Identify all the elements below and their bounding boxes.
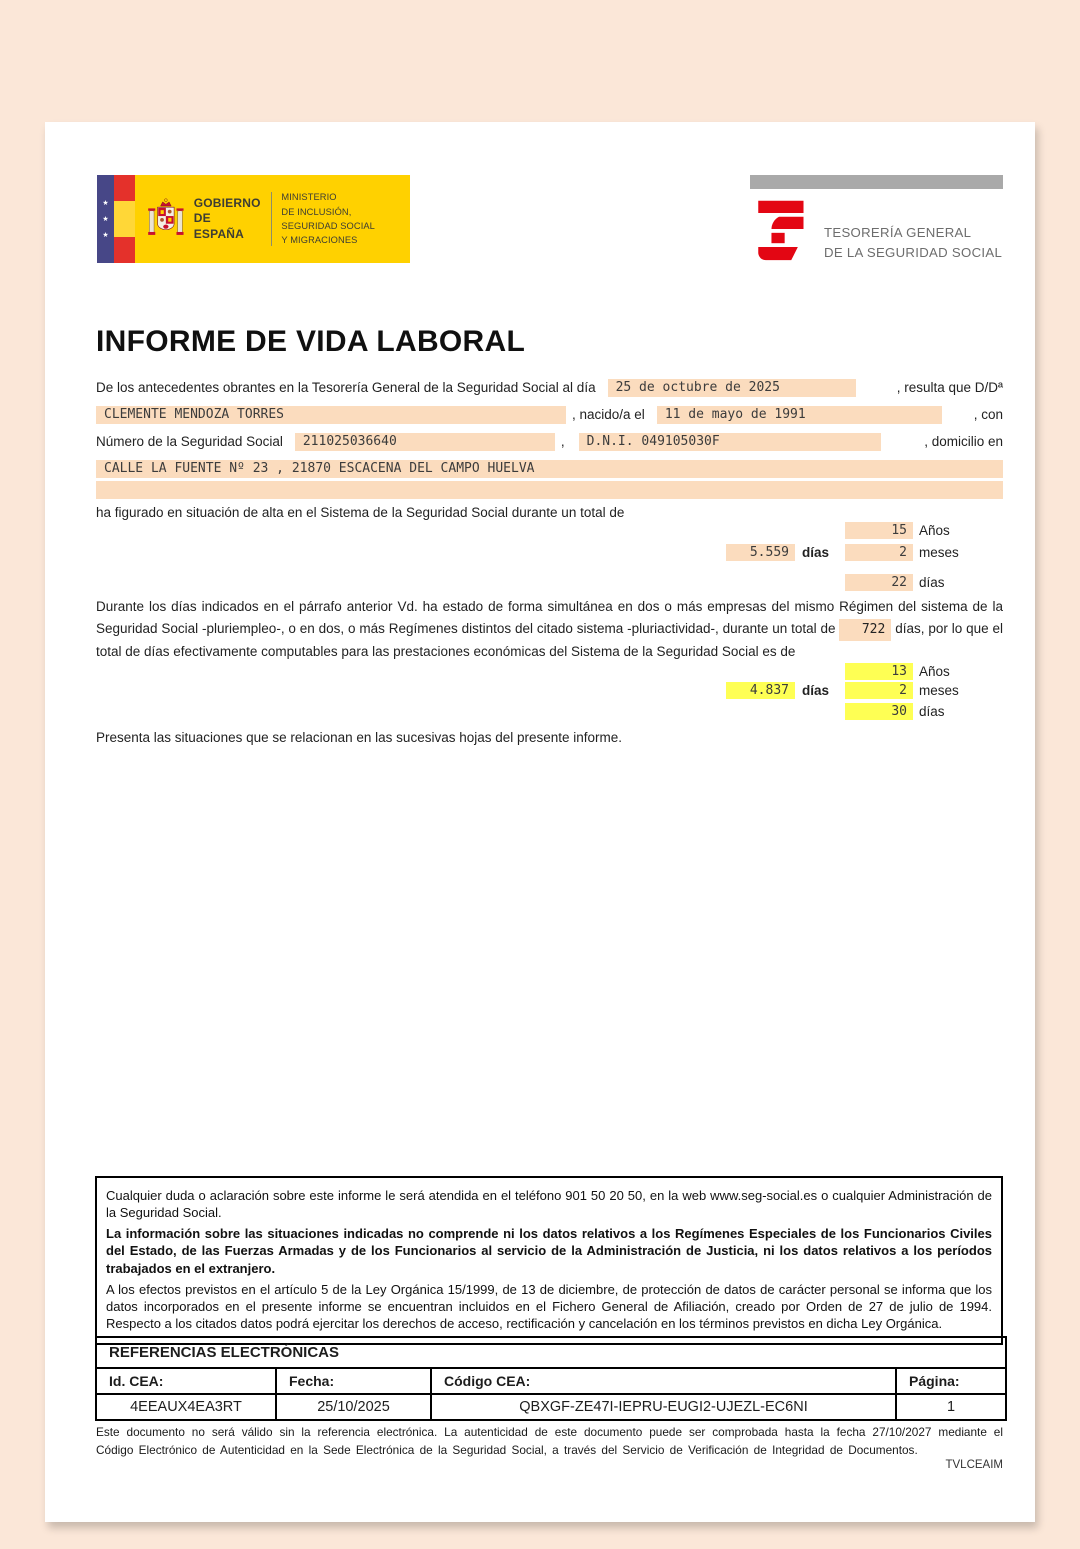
flag-red-band: [114, 237, 135, 263]
ssn-field: 211025036640: [295, 433, 555, 451]
intro-row-2: [96, 406, 1003, 433]
ministry-line1: MINISTERIO: [281, 192, 337, 203]
computable-total-days-label: días: [802, 683, 830, 698]
intro-comma: ,: [560, 434, 565, 449]
pluriactividad-paragraph: [96, 596, 1003, 663]
intro-section: [96, 379, 1003, 502]
report-date-field: 25 de octubre de 2025: [608, 379, 856, 397]
refs-value-codigo-cea: QBXGF-ZE47I-IEPRU-EUGI2-UJEZL-EC6NI: [431, 1394, 896, 1420]
alta-totals: [96, 522, 1003, 597]
refs-value-pagina: 1: [896, 1394, 1006, 1420]
alta-days-label: días: [919, 575, 945, 590]
tgss-label: [824, 223, 1002, 263]
alta-days-value: 22: [845, 574, 913, 591]
refs-value-fecha: 25/10/2025: [276, 1394, 431, 1420]
ministry-line3: Y MIGRACIONES: [281, 235, 358, 246]
eu-blue-stripe: [97, 175, 114, 263]
intro-text-1a: De los antecedentes obrantes en la Tesorería General de la Seguridad Social al día: [96, 380, 596, 395]
refs-header-pagina: Página:: [896, 1368, 1006, 1394]
person-name-field: CLEMENTE MENDOZA TORRES: [96, 406, 566, 424]
intro-text-1b: , resulta que D/Dª: [896, 380, 1003, 395]
alta-years-label: Años: [919, 523, 950, 538]
address-field: CALLE LA FUENTE Nº 23 , 21870 ESCACENA DEL CAMPO HUELVA: [96, 460, 1003, 478]
spain-flag-stripe: [114, 175, 135, 263]
flag-red-band: [114, 175, 135, 201]
gobierno-line2: DE ESPAÑA: [193, 211, 245, 241]
alta-years-value: 15: [845, 522, 913, 539]
alta-months-label: meses: [919, 545, 959, 560]
refs-header-id-cea: Id. CEA:: [96, 1368, 276, 1394]
notice-paragraph-3: A los efectos previstos en el artículo 5 de la Ley Orgánica 15/1999, de 13 de diciembre, de protección de datos de carácter personal se informa que los datos incorporados en el presente informe se encuentran incluidos en el Fichero General de Afiliación, creado por Orden de 27 de julio de 1994. Respecto a los citados datos podrá ejercitar los derechos de acceso, rectificación y cancelación en los términos previstos en dicha Ley Orgánica.: [106, 1281, 992, 1332]
coat-of-arms-icon: [147, 188, 185, 250]
refs-header-fecha: Fecha:: [276, 1368, 431, 1394]
refs-header-row: [96, 1368, 1006, 1394]
intro-row-5: [96, 481, 1003, 502]
alta-total-days-label: días: [802, 545, 830, 560]
intro-text-2a: , nacido/a el: [572, 407, 645, 422]
legal-notice-box: [95, 1176, 1003, 1345]
computable-years-value: 13: [845, 663, 913, 680]
intro-row-4: [96, 460, 1003, 481]
alta-months-value: 2: [845, 544, 913, 561]
eu-star-icon: ★: [102, 215, 109, 223]
computable-days-value: 30: [845, 703, 913, 720]
birthdate-field: 11 de mayo de 1991: [657, 406, 942, 424]
intro-row-3: [96, 433, 1003, 460]
gobierno-yellow-panel: [135, 175, 410, 263]
refs-title: REFERENCIAS ELECTRÓNICAS: [96, 1337, 1006, 1368]
pluri-text-b: días, por lo que el total de días efectivamente computables para las prestaciones económicas del Sistema de la Seguridad Social es de: [96, 620, 1003, 659]
computable-months-label: meses: [919, 683, 959, 698]
flag-yellow-band: [114, 201, 135, 236]
intro-text-3c: , domicilio en: [924, 434, 1003, 449]
ssn-label: Número de la Seguridad Social: [96, 434, 283, 449]
pluri-text-a: Durante los días indicados en el párrafo anterior Vd. ha estado de forma simultánea en dos o más empresas del mismo Régimen del sistema de la Seguridad Social -pluriempleo-, o en dos, o más Regímenes distintos del citado sistema -pluriactividad-, durante un total de: [96, 599, 1003, 636]
refs-header-codigo-cea: Código CEA:: [431, 1368, 896, 1394]
alta-lead-text: ha figurado en situación de alta en el Sistema de la Seguridad Social durante un total de: [96, 505, 625, 520]
form-code: TVLCEAIM: [945, 1459, 1003, 1471]
refs-title-row: [96, 1337, 1006, 1368]
computable-days-label: días: [919, 704, 945, 719]
computable-years-label: Años: [919, 664, 950, 679]
page-title: INFORME DE VIDA LABORAL: [96, 325, 526, 358]
address-field-2: [96, 481, 1003, 499]
document-page: [45, 122, 1035, 1522]
computable-totals: [96, 660, 1003, 735]
notice-paragraph-1: Cualquier duda o aclaración sobre este informe le será atendida en el teléfono 901 50 20 50, en la web www.seg-social.es o cualquier Administración de la Seguridad Social.: [106, 1188, 992, 1221]
alta-total-days-value: 5.559: [726, 544, 795, 561]
gobierno-label: [194, 196, 261, 243]
eu-star-icon: ★: [102, 199, 109, 207]
electronic-references-table: [95, 1336, 1007, 1421]
tgss-line2: DE LA SEGURIDAD SOCIAL: [824, 244, 1003, 260]
pluri-days-value: 722: [839, 619, 891, 642]
validity-footnote: Este documento no será válido sin la referencia electrónica. La autenticidad de este documento puede ser comprobada hasta la fecha 27/10/2027 mediante el Código Electrónico de Autenticidad en la Sede Electrónica de la Seguridad Social, a través del Servicio de Verificación de Integridad de Documentos.: [96, 1425, 1003, 1457]
ministry-line2: DE INCLUSIÓN, SEGURIDAD SOCIAL: [281, 206, 375, 231]
intro-row-1: [96, 379, 1003, 406]
tgss-logo: [750, 175, 1003, 263]
dni-field: D.N.I. 049105030F: [579, 433, 881, 451]
refs-value-id-cea: 4EEAUX4EA3RT: [96, 1394, 276, 1420]
notice-paragraph-2: La información sobre las situaciones indicadas no comprende ni los datos relativos a los Regímenes Especiales de los Funcionarios Civiles del Estado, de las Fuerzas Armadas y de los Funcionarios al servicio de la Administración de Justicia, ni los datos relativos a los períodos trabajados en el extranjero.: [106, 1226, 992, 1276]
computable-months-value: 2: [845, 682, 913, 699]
computable-total-days-value: 4.837: [726, 682, 795, 699]
gobierno-de-espana-logo: [97, 175, 410, 263]
eu-star-icon: ★: [102, 231, 109, 239]
presenta-text: Presenta las situaciones que se relacionan en las sucesivas hojas del presente informe.: [96, 730, 623, 745]
tgss-red-emblem-icon: [750, 197, 808, 263]
gobierno-line1: GOBIERNO: [193, 195, 261, 210]
refs-value-row: [96, 1394, 1006, 1420]
intro-text-2b: , con: [973, 407, 1003, 422]
tgss-line1: TESORERÍA GENERAL: [824, 225, 972, 240]
tgss-gray-bar: [750, 175, 1003, 189]
ministry-label: [281, 190, 402, 248]
logo-divider: [271, 192, 272, 246]
